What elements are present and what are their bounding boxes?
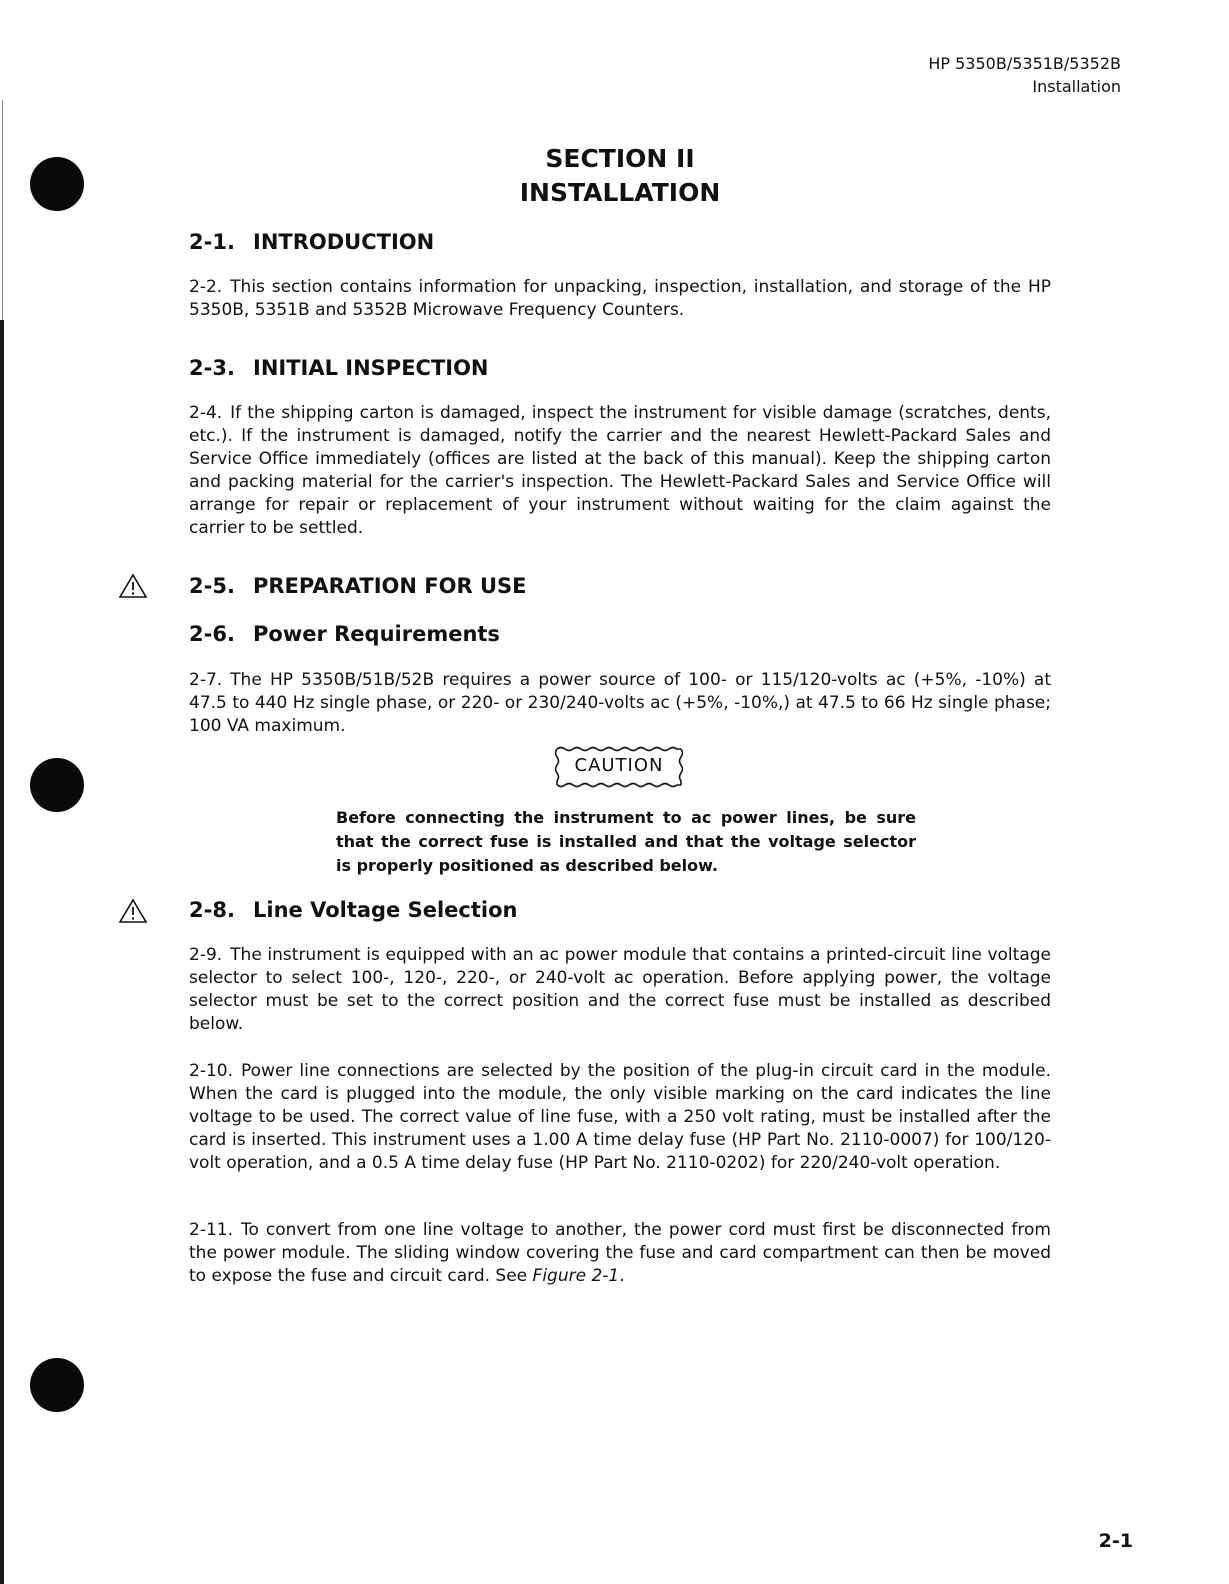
warning-triangle-icon — [118, 573, 148, 599]
running-header — [928, 52, 1121, 98]
heading-number: 2-8. — [189, 898, 235, 922]
paragraph-end: . — [619, 1266, 625, 1286]
heading-text: Power Requirements — [253, 622, 500, 646]
paragraph-2-4 — [189, 402, 1051, 540]
header-section-name: Installation — [1032, 77, 1121, 96]
caution-label: CAUTION — [574, 755, 664, 776]
section-number: SECTION II — [545, 144, 695, 173]
paragraph-number: 2-9. — [189, 945, 223, 965]
paragraph-number: 2-7. — [189, 670, 223, 690]
paragraph-2-10 — [189, 1060, 1051, 1175]
paragraph-number: 2-10. — [189, 1061, 233, 1081]
binder-edge — [0, 320, 4, 1584]
paragraph-text: This section contains information for unpacking, inspection, installation, and storage of the HP 5350B, 5351B and 5352B Microwave Frequency Counters. — [189, 277, 1051, 320]
paragraph-text: The instrument is equipped with an ac power module that contains a printed-circuit line voltage selector to select 100-, 120-, 220-, or 240-volt ac operation. Before applying power, the voltage selector must be set to the correct position and the correct fuse must be installed as described below. — [189, 945, 1051, 1034]
heading-text: Line Voltage Selection — [253, 898, 518, 922]
paragraph-text: Power line connections are selected by the position of the plug-in circuit card in the module. When the card is plugged into the module, the only visible marking on the card indicates the line voltage to be used. The correct value of line fuse, with a 250 volt rating, must be installed after the card is inserted. This instrument uses a 1.00 A time delay fuse (HP Part No. 2110-0007) for 100/120-volt operation, and a 0.5 A time delay fuse (HP Part No. 2110-0202) for 220/240-volt operation. — [189, 1061, 1051, 1173]
heading-number: 2-5. — [189, 574, 235, 598]
paragraph-number: 2-4. — [189, 403, 223, 423]
binder-edge-light — [2, 100, 3, 320]
section-name: INSTALLATION — [519, 178, 721, 207]
paragraph-2-2 — [189, 276, 1051, 322]
heading-preparation-for-use — [189, 572, 527, 600]
page-number: 2-1 — [1098, 1530, 1133, 1552]
heading-number: 2-6. — [189, 622, 235, 646]
punch-hole-middle — [30, 758, 84, 812]
heading-line-voltage-selection — [189, 896, 517, 924]
warning-triangle-icon — [118, 898, 148, 924]
heading-number: 2-3. — [189, 356, 235, 380]
paragraph-text: To convert from one line voltage to another, the power cord must first be disconnected from the power module. The sliding window covering the fuse and card compartment can then be moved to expose the fuse and circuit card. See — [189, 1220, 1051, 1286]
punch-hole-bottom — [30, 1358, 84, 1412]
paragraph-number: 2-2. — [189, 277, 223, 297]
paragraph-2-7 — [189, 669, 1051, 738]
heading-number: 2-1. — [189, 230, 235, 254]
heading-text: INITIAL INSPECTION — [253, 356, 489, 380]
paragraph-text: If the shipping carton is damaged, inspect the instrument for visible damage (scratches, dents, etc.). If the instrument is damaged, notify the carrier and the nearest Hewlett-Packard Sales and Service Office immediately (offices are listed at the back of this manual). Keep the shipping carton and packing material for the carrier's inspection. The Hewlett-Packard Sales and Service Office will arrange for repair or replacement of your instrument without waiting for the claim against the carrier to be settled. — [189, 403, 1051, 538]
paragraph-number: 2-11. — [189, 1220, 233, 1240]
heading-introduction — [189, 228, 434, 256]
heading-text: PREPARATION FOR USE — [253, 574, 527, 598]
caution-box — [553, 745, 685, 789]
section-title — [0, 142, 1229, 210]
paragraph-2-11 — [189, 1219, 1051, 1288]
heading-power-requirements — [189, 620, 500, 648]
heading-initial-inspection — [189, 354, 489, 382]
figure-reference: Figure 2-1 — [532, 1266, 620, 1286]
paragraph-2-9 — [189, 944, 1051, 1036]
header-model-line: HP 5350B/5351B/5352B — [928, 54, 1121, 73]
heading-text: INTRODUCTION — [253, 230, 435, 254]
paragraph-text: The HP 5350B/51B/52B requires a power source of 100- or 115/120-volts ac (+5%, -10%) at 47.5 to 440 Hz single phase, or 220- or 230/240-volts ac (+5%, -10%,) at 47.5 to 66 Hz single phase; 100 VA maximum. — [189, 670, 1051, 736]
caution-text: Before connecting the instrument to ac power lines, be sure that the correct fuse is installed and that the voltage selector is properly positioned as described below. — [336, 808, 916, 875]
